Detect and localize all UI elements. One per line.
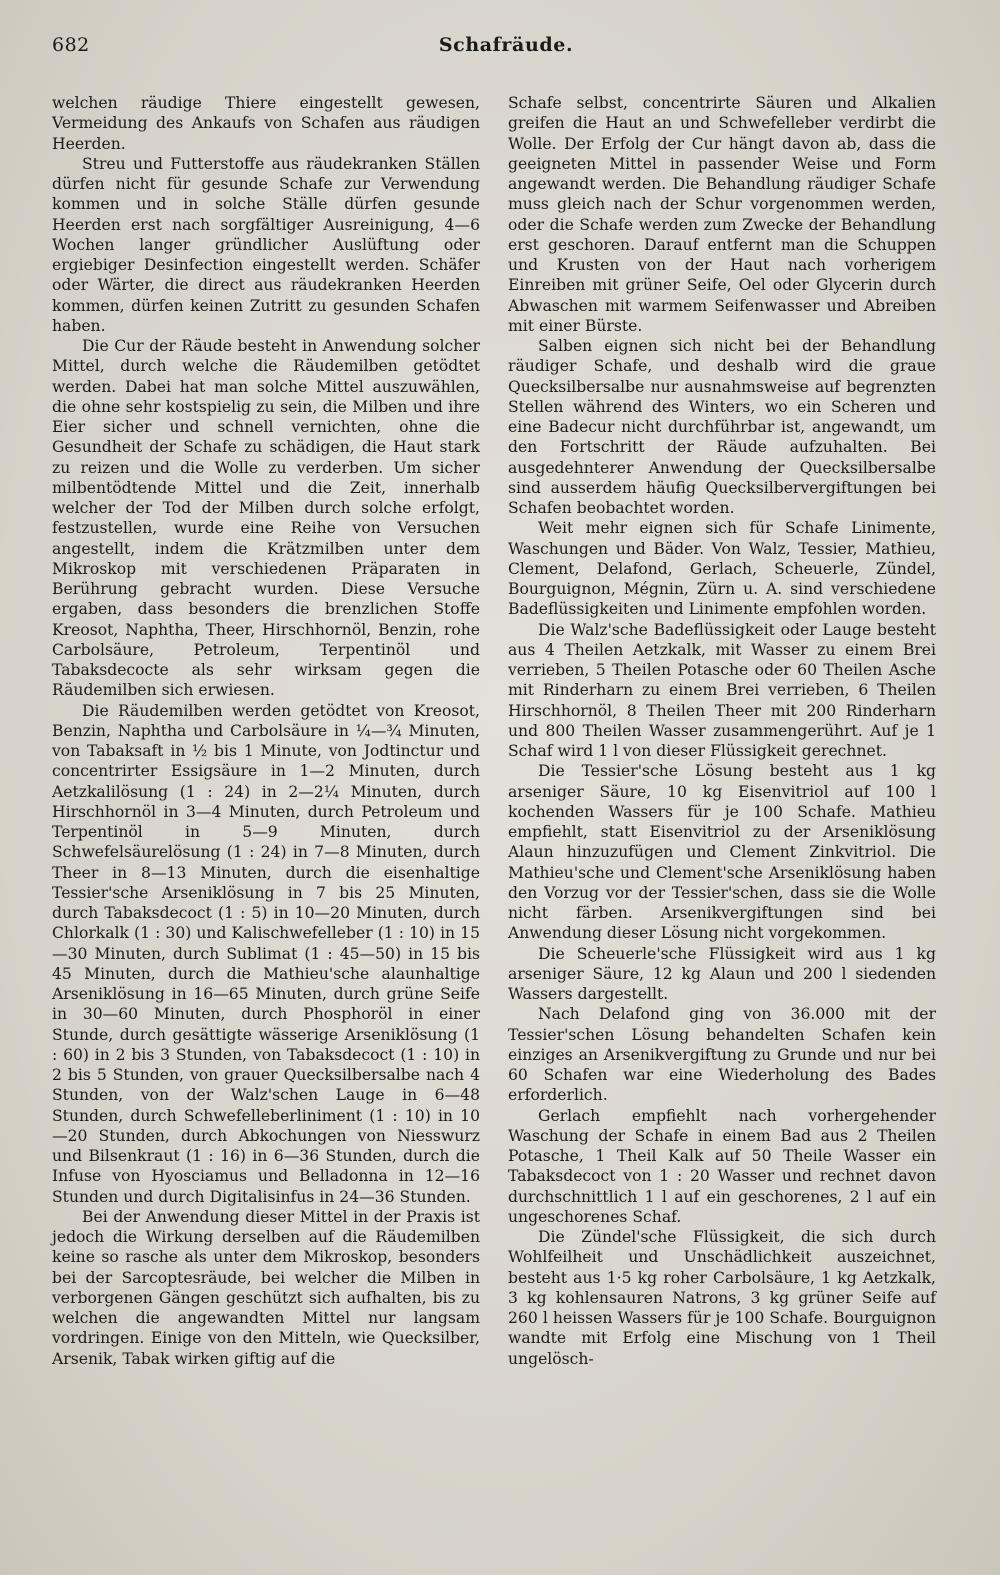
paragraph: Die Zündel'sche Flüssigkeit, die sich durch Wohlfeilheit und Unschädlichkeit auszeichnet, besteht aus 1·5 kg roher Carbolsäure, 1 kg Aetzkalk, 3 kg kohlensauren Natrons, 3 kg grüner Seife auf 260 l heissen Wassers für je 100 Schafe. Bourguignon wandte mit Erfolg eine Mischung von 1 Theil ungelösch- [508,1228,936,1368]
paragraph: Salben eignen sich nicht bei der Behandlung räudiger Schafe, und deshalb wird die graue Quecksilbersalbe nur ausnahmsweise auf begrenzten Stellen während des Winters, wo ein Scheren und eine Badecur nicht durchführbar ist, angewandt, um den Fortschritt der Räude aufzuhalten. Bei ausgedehnterer Anwendung der Quecksilbersalbe sind ausserdem häufig Quecksilbervergiftungen bei Schafen beobachtet worden. [508,337,936,517]
page-number: 682 [52,34,90,56]
paragraph: Schafe selbst, concentrirte Säuren und Alkalien greifen die Haut an und Schwefelleber verdirbt die Wolle. Der Erfolg der Cur hängt davon ab, dass die geeigneten Mittel in passender Weise und Form angewandt werden. Die Behandlung räudiger Schafe muss gleich nach der Schur vorgenommen werden, oder die Schafe werden zum Zwecke der Behandlung erst geschoren. Darauf entfernt man die Schuppen und Krusten von der Haut nach vorherigem Einreiben mit grüner Seife, Oel oder Glycerin durch Abwaschen mit warmem Seifenwasser und Abreiben mit einer Bürste. [508,94,936,335]
right-column [508,93,936,1369]
paragraph: Die Räudemilben werden getödtet von Kreosot, Benzin, Naphtha und Carbolsäure in ¼—¾ Minuten, von Tabaksaft in ½ bis 1 Minute, von Jodtinctur und concentrirter Essigsäure in 1—2 Minuten, durch Aetzkalilösung (1 : 24) in 2—2¼ Minuten, durch Hirschhornöl in 3—4 Minuten, durch Petroleum und Terpentinöl in 5—9 Minuten, durch Schwefelsäurelösung (1 : 24) in 7—8 Minuten, durch Theer in 8—13 Minuten, durch die eisenhaltige Tessier'sche Arseniklösung in 7 bis 25 Minuten, durch Tabaksdecoct (1 : 5) in 10—20 Minuten, durch Chlorkalk (1 : 30) und Kalischwefelleber (1 : 10) in 15—30 Minuten, durch Sublimat (1 : 45—50) in 15 bis 45 Minuten, durch die Mathieu'sche alaunhaltige Arseniklösung in 16—65 Minuten, durch grüne Seife in 30—60 Minuten, durch Phosphoröl in einer Stunde, durch gesättigte wässerige Arseniklösung (1 : 60) in 2 bis 3 Stunden, von Tabaksdecoct (1 : 10) in 2 bis 5 Stunden, von grauer Quecksilbersalbe nach 4 Stunden, von der Walz'schen Lauge in 6—48 Stunden, durch Schwefelleberliniment (1 : 10) in 10—20 Stunden, durch Abkochungen von Niesswurz und Bilsenkraut (1 : 16) in 6—36 Stunden, durch die Infuse von Hyosciamus und Belladonna in 12—16 Stunden und durch Digitalisinfus in 24—36 Stunden. [52,701,480,1206]
paragraph: Die Cur der Räude besteht in Anwendung solcher Mittel, durch welche die Räudemilben getödtet werden. Dabei hat man solche Mittel auszuwählen, die ohne sehr kostspielig zu sein, die Milben und ihre Eier sicher und schnell vernichten, ohne die Gesundheit der Schafe zu schädigen, die Haut stark zu reizen und die Wolle zu verderben. Um sicher milbentödtende Mittel und die Zeit, innerhalb welcher der Tod der Milben durch solche erfolgt, festzustellen, wurde eine Reihe von Versuchen angestellt, indem die Krätzmilben unter dem Mikroskop mit verschiedenen Präparaten in Berührung gebracht wurden. Diese Versuche ergaben, dass besonders die brenzlichen Stoffe Kreosot, Naphtha, Theer, Hirschhornöl, Benzin, rohe Carbolsäure, Petroleum, Terpentinöl und Tabaksdecocte als sehr wirksam gegen die Räudemilben sich erwiesen. [52,337,480,700]
paragraph: Die Walz'sche Badeflüssigkeit oder Lauge besteht aus 4 Theilen Aetzkalk, mit Wasser zu einem Brei verrieben, 5 Theilen Potasche oder 60 Theilen Asche mit Rinderharn zu einem Brei verrieben, 6 Theilen Hirschhornöl, 8 Theilen Theer mit 200 Rinderharn und 800 Theilen Wasser zusammengerührt. Auf je 1 Schaf wird 1 l von dieser Flüssigkeit gerechnet. [508,620,936,760]
paragraph: welchen räudige Thiere eingestellt gewesen, Vermeidung des Ankaufs von Schafen aus räudigen Heerden. [52,94,480,153]
paragraph: Weit mehr eignen sich für Schafe Linimente, Waschungen und Bäder. Von Walz, Tessier, Mathieu, Clement, Delafond, Gerlach, Scheuerle, Zündel, Bourguignon, Mégnin, Zürn u. A. sind verschiedene Badeflüssigkeiten und Linimente empfohlen worden. [508,519,936,619]
paragraph: Die Tessier'sche Lösung besteht aus 1 kg arseniger Säure, 10 kg Eisenvitriol auf 100 l kochenden Wassers für je 100 Schafe. Mathieu empfiehlt, statt Eisenvitriol zu der Arseniklösung Alaun hinzuzufügen und Clement Zinkvitriol. Die Mathieu'sche und Clement'sche Arseniklösung haben den Vorzug vor der Tessier'schen, dass sie die Wolle nicht färben. Arsenikvergiftungen sind bei Anwendung dieser Lösung nicht vorgekommen. [508,762,936,943]
left-column [52,93,480,1369]
paragraph: Gerlach empfiehlt nach vorhergehender Waschung der Schafe in einem Bad aus 2 Theilen Potasche, 1 Theil Kalk auf 50 Theile Wasser ein Tabaksdecoct von 1 : 20 Wasser und rechnet davon durchschnittlich 1 l auf ein geschorenes, 2 l auf ein ungeschorenes Schaf. [508,1106,936,1226]
page-header [52,34,960,64]
running-title: Schafräude. [438,34,574,56]
paragraph: Nach Delafond ging von 36.000 mit der Tessier'schen Lösung behandelten Schafen kein einziges an Arsenikvergiftung zu Grunde und nur bei 60 Schafen war eine Wiederholung des Bades erforderlich. [508,1005,936,1105]
paragraph: Bei der Anwendung dieser Mittel in der Praxis ist jedoch die Wirkung derselben auf die Räudemilben keine so rasche als unter dem Mikroskop, besonders bei der Sarcoptesräude, bei welcher die Milben in verborgenen Gängen geschützt sich aufhalten, bis zu welchen die angewandten Mittel nur langsam vordringen. Einige von den Mitteln, wie Quecksilber, Arsenik, Tabak wirken giftig auf die [52,1207,480,1368]
paragraph: Streu und Futterstoffe aus räudekranken Ställen dürfen nicht für gesunde Schafe zur Verwendung kommen und in solche Ställe dürfen gesunde Heerden erst nach sorgfältiger Ausreinigung, 4—6 Wochen langer gründlicher Auslüftung oder ergiebiger Desinfection eingestellt werden. Schäfer oder Wärter, die direct aus räudekranken Heerden kommen, dürfen keinen Zutritt zu gesunden Schafen haben. [52,154,480,335]
paragraph: Die Scheuerle'sche Flüssigkeit wird aus 1 kg arseniger Säure, 12 kg Alaun und 200 l siedenden Wassers dargestellt. [508,944,936,1003]
